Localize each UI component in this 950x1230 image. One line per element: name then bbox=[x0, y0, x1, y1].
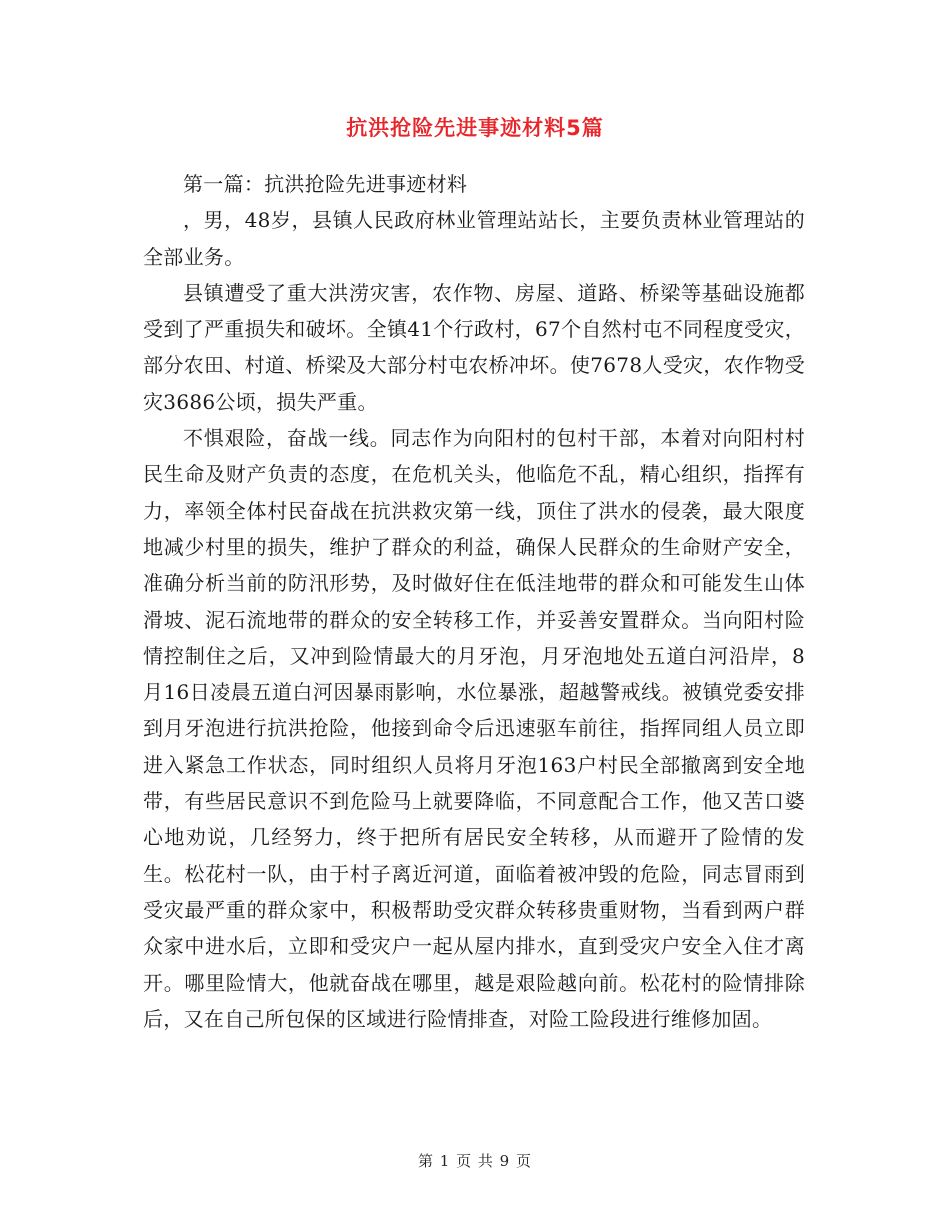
paragraph-deeds: 不惧艰险，奋战一线。同志作为向阳村的包村干部，本着对向阳村村民生命及财产负责的态度，在危机关头，他临危不乱，精心组织，指挥有力，率领全体村民奋战在抗洪救灾第一线，顶住了洪水的侵袭，最大限度地减少村里的损失，维护了群众的利益，确保人民群众的生命财产安全，准确分析当前的防汛形势，及时做好住在低洼地带的群众和可能发生山体滑坡、泥石流地带的群众的安全转移工作，并妥善安置群众。当向阳村险情控制住之后，又冲到险情最大的月牙泡，月牙泡地处五道白河沿岸，8月16日凌晨五道白河因暴雨影响，水位暴涨，超越警戒线。被镇党委安排到月牙泡进行抗洪抢险，他接到命令后迅速驱车前往，指挥同组人员立即进入紧急工作状态，同时组织人员将月牙泡163户村民全部撤离到安全地带，有些居民意识不到危险马上就要降临，不同意配合工作，他又苦口婆心地劝说，几经努力，终于把所有居民安全转移，从而避开了险情的发生。松花村一队，由于村子离近河道，面临着被冲毁的危险，同志冒雨到受灾最严重的群众家中，积极帮助受灾群众转移贵重财物，当看到两户群众家中进水后，立即和受灾户一起从屋内排水，直到受灾户安全入住才离开。哪里险情大，他就奋战在哪里，越是艰险越向前。松花村的险情排除后，又在自己所包保的区域进行险情排查，对险工险段进行维修加固。 bbox=[143, 426, 805, 1031]
page-footer bbox=[0, 1150, 950, 1171]
document-title: 抗洪抢险先进事迹材料5篇 bbox=[346, 116, 604, 140]
paragraph-disaster: 县镇遭受了重大洪涝灾害，农作物、房屋、道路、桥梁等基础设施都受到了严重损失和破坏。全镇41个行政村，67个自然村屯不同程度受灾，部分农田、村道、桥梁及大部分村屯农桥冲坏。使7678人受灾，农作物受灾3686公顷，损失严重。 bbox=[143, 280, 805, 414]
paragraph-intro: ，男，48岁，县镇人民政府林业管理站站长，主要负责林业管理站的全部业务。 bbox=[143, 208, 805, 269]
document-body bbox=[143, 166, 805, 1037]
page-number: 第 1 页 共 9 页 bbox=[418, 1152, 532, 1170]
section-heading: 第一篇：抗洪抢险先进事迹材料 bbox=[183, 172, 468, 196]
